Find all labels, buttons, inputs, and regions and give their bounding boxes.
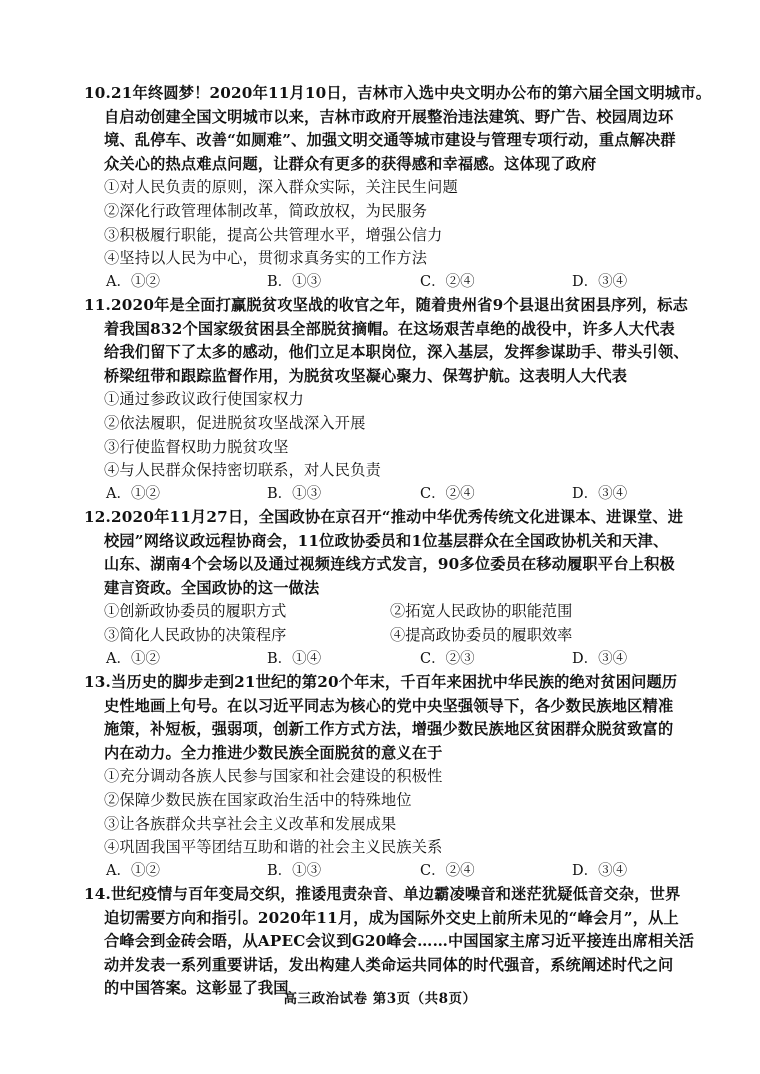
option-statement: ③让各族群众共享社会主义改革和发展成果	[104, 814, 397, 833]
option-statement: ①充分调动各族人民参与国家和社会建设的积极性	[104, 767, 443, 786]
option-statement: ②依法履职，促进脱贫攻坚战深入开展	[104, 413, 366, 432]
option-statement: ①创新政协委员的履职方式	[104, 602, 287, 621]
question-stem-line: 的中国答案。这彰显了我国	[104, 979, 289, 998]
choice-b: B．①④	[267, 650, 322, 667]
choice-d: D．③④	[572, 485, 628, 502]
choice-d: D．③④	[572, 862, 628, 879]
choice-b: B．①③	[267, 485, 322, 502]
question-stem-line: 桥梁纽带和跟踪监督作用，为脱贫攻坚凝心聚力、保驾护航。这表明人大代表	[104, 366, 628, 385]
choice-a: A．①②	[106, 862, 160, 879]
option-statement: ②保障少数民族在国家政治生活中的特殊地位	[104, 790, 412, 809]
question-stem-line: 10.21年终圆梦！2020年11月10日，吉林市入选中央文明办公布的第六届全国文明城市。	[84, 84, 712, 102]
choice-a: A．①②	[106, 273, 160, 290]
option-statement: ④坚持以人民为中心，贯彻求真务实的工作方法	[104, 249, 428, 268]
answer-choices	[84, 271, 694, 295]
question-stem-line: 迫切需要方向和指引。2020年11月，成为国际外交史上前所未见的“峰会月”，从上	[104, 908, 679, 927]
question-stem-line: 11.2020年是全面打赢脱贫攻坚战的收官之年，随着贵州省9个县退出贫困县序列，标志	[84, 296, 689, 314]
page-footer: 高三政治试卷 第3页（共8页）	[283, 991, 477, 1007]
choice-b: B．①③	[267, 273, 322, 290]
question-stem-line: 山东、湖南4个会场以及通过视频连线方式发言，90多位委员在移动履职平台上积极	[104, 555, 675, 574]
choice-c: C．②④	[420, 485, 475, 502]
question-stem-line: 13.当历史的脚步走到21世纪的第20个年末，千百年来困扰中华民族的绝对贫困问题历	[84, 673, 678, 691]
option-statement: ②深化行政管理体制改革，简政放权，为民服务	[104, 201, 428, 220]
question-stem-line: 合峰会到金砖会晤，从APEC会议到G20峰会……中国国家主席习近平接连出席相关活	[104, 932, 695, 951]
choice-c: C．②④	[420, 273, 475, 290]
question-stem-line: 给我们留下了太多的感动，他们立足本职岗位，深入基层，发挥参谋助手、带头引领、	[104, 343, 689, 362]
choice-c: C．②③	[420, 650, 475, 667]
option-statement: ③积极履行职能，提高公共管理水平，增强公信力	[104, 225, 443, 244]
question-11	[84, 294, 694, 506]
question-14	[84, 883, 694, 1001]
choice-c: C．②④	[420, 862, 475, 879]
option-statement: ②拓宽人民政协的职能范围	[390, 602, 573, 621]
option-statement: ④提高政协委员的履职效率	[390, 625, 573, 644]
question-stem-line: 众关心的热点难点问题，让群众有更多的获得感和幸福感。这体现了政府	[104, 154, 597, 173]
choice-a: A．①②	[106, 650, 160, 667]
option-row	[84, 624, 694, 648]
question-10	[84, 82, 712, 294]
question-13	[84, 671, 694, 883]
question-stem-line: 着我国832个国家级贫困县全部脱贫摘帽。在这场艰苦卓绝的战役中，许多人大代表	[104, 319, 675, 338]
choice-a: A．①②	[106, 485, 160, 502]
question-stem-line: 12.2020年11月27日，全国政协在京召开“推动中华优秀传统文化进课本、进课堂、进	[84, 508, 684, 526]
question-stem-line: 建言资政。全国政协的这一做法	[104, 578, 320, 597]
question-stem-line: 施策，补短板，强弱项，创新工作方式方法，增强少数民族地区贫困群众脱贫致富的	[104, 720, 674, 739]
question-stem-line: 境、乱停车、改善“如厕难”、加强文明交通等城市建设与管理专项行动，重点解决群	[104, 131, 676, 150]
answer-choices	[84, 860, 694, 884]
option-statement: ③行使监督权助力脱贫攻坚	[104, 437, 289, 456]
question-stem-line: 自启动创建全国文明城市以来，吉林市政府开展整治违法建筑、野广告、校园周边环	[104, 107, 674, 126]
option-row	[84, 600, 694, 624]
answer-choices	[84, 483, 694, 507]
option-statement: ③简化人民政协的决策程序	[104, 625, 287, 644]
option-statement: ①通过参政议政行使国家权力	[104, 390, 305, 409]
choice-d: D．③④	[572, 273, 628, 290]
choice-d: D．③④	[572, 650, 628, 667]
question-stem-line: 内在动力。全力推进少数民族全面脱贫的意义在于	[104, 743, 443, 762]
question-stem-line: 14.世纪疫情与百年变局交织，推诿甩责杂音、单边霸凌噪音和迷茫犹疑低音交杂，世界	[84, 885, 681, 903]
question-stem-line: 史性地画上句号。在以习近平同志为核心的党中央坚强领导下，各少数民族地区精准	[104, 696, 674, 715]
option-statement: ④与人民群众保持密切联系，对人民负责	[104, 461, 381, 480]
question-stem-line: 动并发表一系列重要讲话，发出构建人类命运共同体的时代强音，系统阐述时代之问	[104, 955, 674, 974]
option-statement: ①对人民负责的原则，深入群众实际，关注民生问题	[104, 178, 458, 197]
question-12	[84, 506, 694, 671]
question-stem-line: 校园”网络议政远程协商会，11位政协委员和1位基层群众在全国政协机关和天津、	[104, 531, 669, 550]
choice-b: B．①③	[267, 862, 322, 879]
answer-choices	[84, 648, 694, 672]
option-statement: ④巩固我国平等团结互助和谐的社会主义民族关系	[104, 838, 443, 857]
